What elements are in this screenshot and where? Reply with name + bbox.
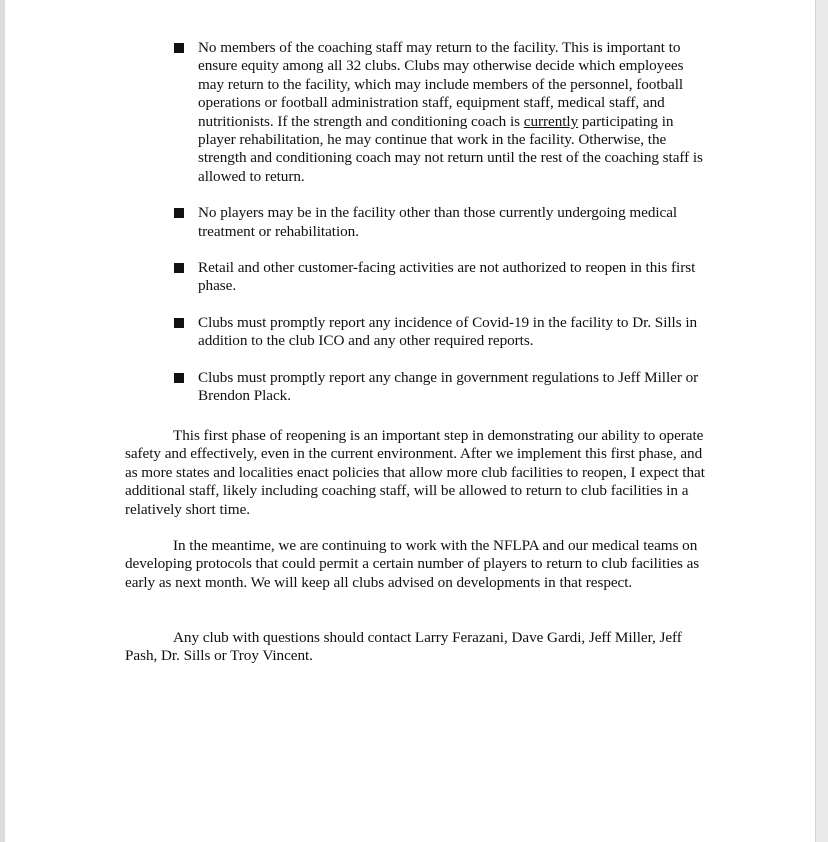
bullet-text: [198, 39, 708, 186]
bullet-item-players: [168, 204, 708, 241]
bullet-text: Retail and other customer-facing activities are not authorized to reopen in this first phase.: [198, 259, 696, 295]
bullet-item-retail: [168, 259, 708, 296]
paragraph-first-phase: This first phase of reopening is an important step in demonstrating our ability to operate safety and effectively, even in the current environment. After we implement this first phase, and as more states and localities enact policies that allow more club facilities to reopen, I expect that additional staff, likely including coaching staff, will be allowed to return to club facilities in a relatively short time.: [125, 427, 705, 518]
square-bullet-icon: [174, 263, 184, 273]
square-bullet-icon: [174, 373, 184, 383]
bullet-item-coaching-staff: [168, 39, 708, 186]
paragraph-contacts: Any club with questions should contact Larry Ferazani, Dave Gardi, Jeff Miller, Jeff Pash, Dr. Sills or Troy Vincent.: [125, 629, 682, 665]
viewer-scrollbar[interactable]: [815, 0, 828, 842]
square-bullet-icon: [174, 43, 184, 53]
bullet-item-regulations-report: [168, 369, 708, 406]
bullet-text-part: participating in player rehabilitation, he may continue that work in the facility. Otherwise, the strength and conditioning coach may not return until the rest of the coaching staff is allowed to return.: [198, 112, 703, 185]
bullet-text: Clubs must promptly report any incidence of Covid-19 in the facility to Dr. Sills in addition to the club ICO and any other required reports.: [198, 313, 698, 350]
underlined-word: currently: [523, 112, 579, 130]
square-bullet-icon: [174, 208, 184, 218]
bullet-text: Clubs must promptly report any change in government regulations to Jeff Miller or Brendon Plack.: [198, 368, 699, 405]
bullet-list: [168, 39, 708, 424]
square-bullet-icon: [174, 318, 184, 328]
bullet-text-part: No members of the coaching staff may return to the facility. This is important to ensure equity among all 32 clubs. Clubs may otherwise decide which employees may return to the facility, which may include members of the personnel, football operations or football administration staff, equipment staff, medical staff, and nutritionists. If the strength and conditioning coach is: [198, 39, 684, 130]
bullet-text: No players may be in the facility other than those currently undergoing medical treatment or rehabilitation.: [198, 204, 678, 240]
paragraph-meantime: In the meantime, we are continuing to work with the NFLPA and our medical teams on developing protocols that could permit a certain number of players to return to club facilities as early as next month. We will keep all clubs advised on developments in that respect.: [125, 537, 700, 591]
bullet-item-covid-report: [168, 314, 708, 351]
